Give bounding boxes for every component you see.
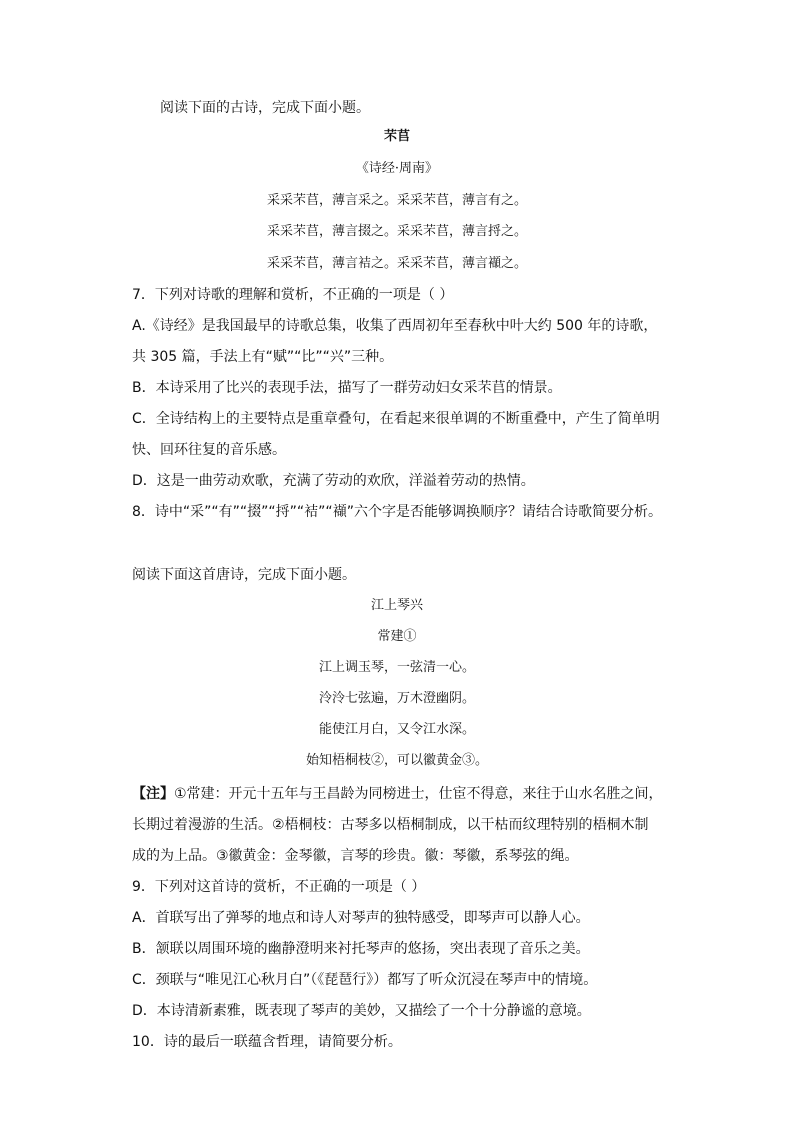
poem1-title: 芣苢 xyxy=(383,129,410,144)
section2-intro: 阅读下面这首唐诗，完成下面小题。 xyxy=(132,567,356,583)
q7-option-c: C．全诗结构上的主要特点是重章叠句，在看起来很单调的不断重叠中，产生了简单明 xyxy=(132,411,660,427)
q9-option-c: C．颈联与“唯见江心秋月白”（《琵琶行》）都写了听众沉浸在琴声中的情境。 xyxy=(132,972,598,988)
poem1-line: 采采芣苢，薄言掇之。采采芣苢，薄言捋之。 xyxy=(266,224,527,239)
poem1-line: 采采芣苢，薄言采之。采采芣苢，薄言有之。 xyxy=(266,193,527,208)
q9-option-a: A．首联写出了弹琴的地点和诗人对琴声的独特感受，即琴声可以静人心。 xyxy=(132,910,590,926)
section1-intro: 阅读下面的古诗，完成下面小题。 xyxy=(160,100,370,116)
note-line-2: 长期过着漫游的生活。②梧桐枝：古琴多以梧桐制成，以干枯而纹理特别的梧桐木制 xyxy=(132,817,649,833)
q10-question: 10．诗的最后一联蕴含哲理，请简要分析。 xyxy=(132,1034,402,1050)
q8-question: 8．诗中“采”“有”“掇”“捋”“袺”“襭”六个字是否能够调换顺序？请结合诗歌简要分析。 xyxy=(132,504,662,520)
note-line-3: 成的为上品。③徽黄金：金琴徽，言琴的珍贵。徽：琴徽，系琴弦的绳。 xyxy=(132,848,579,864)
note-text: ①常建：开元十五年与王昌龄为同榜进士，仕宦不得意，来往于山水名胜之间， xyxy=(174,786,663,802)
q9-stem: 9．下列对这首诗的赏析，不正确的一项是（ ） xyxy=(132,879,426,895)
q7-option-a: A.《诗经》是我国最早的诗歌总集，收集了西周初年至春秋中叶大约 500 年的诗歌， xyxy=(132,318,658,334)
note-label: 【注】 xyxy=(132,786,174,802)
q9-option-b: B．颔联以周围环境的幽静澄明来衬托琴声的悠扬，突出表现了音乐之美。 xyxy=(132,941,590,957)
poem2-author: 常建① xyxy=(377,629,417,644)
poem2-line: 始知梧桐枝②，可以徽黄金③。 xyxy=(305,753,488,768)
poem2-line: 能使江月白，又令江水深。 xyxy=(318,722,475,737)
poem2-line: 泠泠七弦遍，万木澄幽阴。 xyxy=(318,691,475,706)
q7-option-d: D．这是一曲劳动欢歌，充满了劳动的欢欣，洋溢着劳动的热情。 xyxy=(132,473,535,489)
q7-option-b: B．本诗采用了比兴的表现手法，描写了一群劳动妇女采芣苢的情景。 xyxy=(132,380,562,396)
q7-option-a-cont: 共 305 篇，手法上有“赋”“比”“兴”三种。 xyxy=(132,349,394,365)
poem1-line: 采采芣苢，薄言袺之。采采芣苢，薄言襭之。 xyxy=(266,256,527,271)
q7-option-c-cont: 快、回环往复的音乐感。 xyxy=(132,442,286,458)
poem1-source: 《诗经·周南》 xyxy=(355,161,439,176)
q7-stem: 7．下列对诗歌的理解和赏析，不正确的一项是（ ） xyxy=(132,287,454,303)
poem2-title: 江上琴兴 xyxy=(370,598,423,613)
note-line xyxy=(132,784,663,804)
poem2-line: 江上调玉琴，一弦清一心。 xyxy=(318,660,475,675)
q9-option-d: D．本诗清新素雅，既表现了琴声的美妙，又描绘了一个十分静谧的意境。 xyxy=(132,1003,591,1019)
